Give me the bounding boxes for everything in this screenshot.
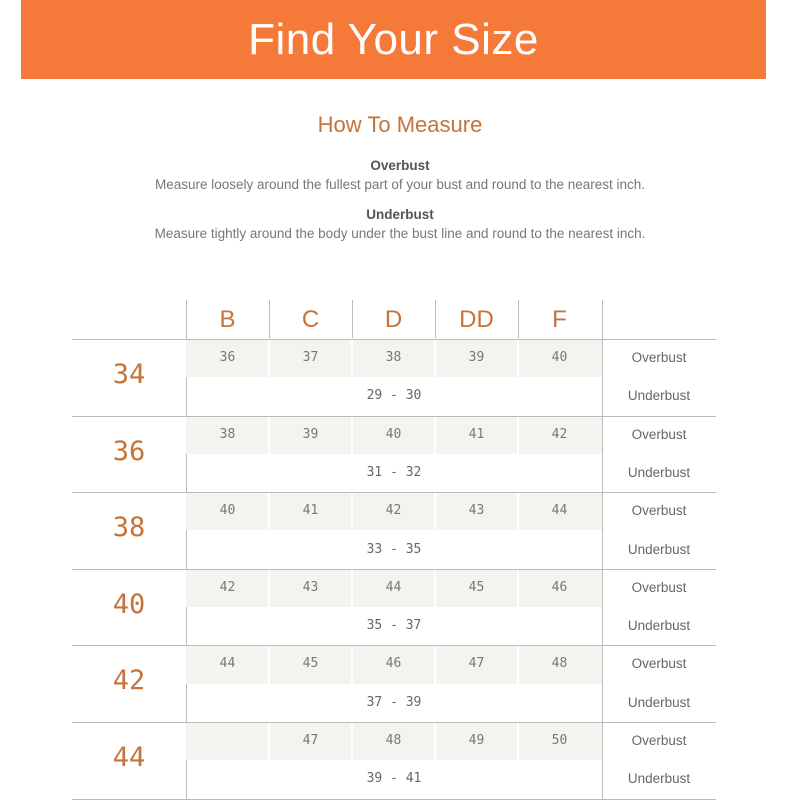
row-divider bbox=[72, 722, 716, 723]
overbust-value: 50 bbox=[551, 733, 568, 748]
underbust-side-label: Underbust bbox=[627, 618, 691, 634]
overbust-value: 48 bbox=[551, 656, 568, 672]
header-divider bbox=[269, 300, 270, 338]
cup-header-f: F bbox=[552, 306, 567, 333]
overbust-value: 41 bbox=[468, 426, 485, 442]
overbust-value: 37 bbox=[302, 350, 319, 365]
cup-header-d: D bbox=[384, 306, 403, 333]
overbust-value: 47 bbox=[468, 656, 485, 672]
overbust-value: 43 bbox=[468, 503, 485, 519]
overbust-value: 38 bbox=[219, 426, 236, 442]
overbust-value: 46 bbox=[385, 656, 402, 672]
overbust-value: 45 bbox=[302, 656, 319, 672]
overbust-side-label: Overbust bbox=[631, 350, 687, 365]
underbust-range: 33 - 35 bbox=[366, 541, 422, 557]
header-divider bbox=[352, 300, 353, 338]
band-size-34: 34 bbox=[112, 359, 146, 390]
overbust-value: 47 bbox=[302, 733, 319, 748]
underbust-range: 35 - 37 bbox=[366, 618, 422, 634]
overbust-value: 39 bbox=[302, 426, 319, 442]
row-divider bbox=[72, 339, 716, 340]
overbust-value: 41 bbox=[302, 503, 319, 519]
overbust-side-label: Overbust bbox=[631, 426, 687, 442]
row-divider bbox=[72, 492, 716, 493]
row-divider bbox=[72, 799, 716, 800]
underbust-side-label: Underbust bbox=[627, 388, 691, 404]
cup-header-dd: DD bbox=[459, 306, 494, 333]
overbust-value: 40 bbox=[551, 350, 568, 365]
overbust-side-label: Overbust bbox=[631, 579, 687, 595]
cup-header-c: C bbox=[301, 306, 320, 333]
overbust-value: 40 bbox=[385, 426, 402, 442]
page-title: Find Your Size bbox=[248, 14, 539, 64]
band-size-36: 36 bbox=[112, 435, 146, 467]
overbust-value: 44 bbox=[219, 656, 236, 672]
overbust-value: 45 bbox=[468, 579, 485, 595]
header-divider bbox=[518, 300, 519, 338]
cup-header-b: B bbox=[219, 306, 236, 333]
overbust-value: 38 bbox=[385, 350, 402, 365]
row-divider bbox=[72, 416, 716, 417]
underbust-heading: Underbust bbox=[366, 207, 434, 222]
band-size-42: 42 bbox=[112, 665, 146, 697]
overbust-value: 44 bbox=[551, 503, 568, 519]
overbust-value: 46 bbox=[551, 579, 568, 595]
overbust-value: 42 bbox=[219, 579, 236, 595]
overbust-value: 44 bbox=[385, 579, 402, 595]
overbust-value: 39 bbox=[468, 350, 485, 365]
overbust-value: 42 bbox=[551, 426, 568, 442]
how-to-heading: How To Measure bbox=[317, 112, 483, 137]
overbust-value: 40 bbox=[219, 503, 236, 519]
underbust-range: 31 - 32 bbox=[366, 464, 422, 480]
overbust-value: 43 bbox=[302, 579, 319, 595]
row-divider bbox=[72, 569, 716, 570]
underbust-side-label: Underbust bbox=[627, 464, 691, 480]
overbust-value: 42 bbox=[385, 503, 402, 519]
band-size-38: 38 bbox=[112, 512, 146, 544]
header-divider bbox=[435, 300, 436, 338]
row-divider bbox=[72, 645, 716, 646]
overbust-side-label: Overbust bbox=[631, 503, 687, 519]
underbust-side-label: Underbust bbox=[627, 694, 691, 710]
overbust-side-label: Overbust bbox=[631, 733, 687, 748]
overbust-text: Measure loosely around the fullest part of your bust and round to the nearest inch. bbox=[154, 177, 646, 192]
overbust-value: 48 bbox=[385, 733, 402, 748]
underbust-range: 29 - 30 bbox=[366, 388, 422, 404]
underbust-range: 39 - 41 bbox=[366, 771, 422, 787]
underbust-side-label: Underbust bbox=[627, 771, 691, 787]
overbust-side-label: Overbust bbox=[631, 656, 687, 672]
underbust-text: Measure tightly around the body under the bust line and round to the nearest inch. bbox=[154, 226, 646, 241]
overbust-value: 49 bbox=[468, 733, 485, 748]
band-size-40: 40 bbox=[112, 588, 146, 620]
band-size-44: 44 bbox=[112, 742, 146, 773]
overbust-heading: Overbust bbox=[370, 158, 430, 173]
overbust-value: 36 bbox=[219, 350, 236, 365]
underbust-range: 37 - 39 bbox=[366, 694, 422, 710]
underbust-side-label: Underbust bbox=[627, 541, 691, 557]
